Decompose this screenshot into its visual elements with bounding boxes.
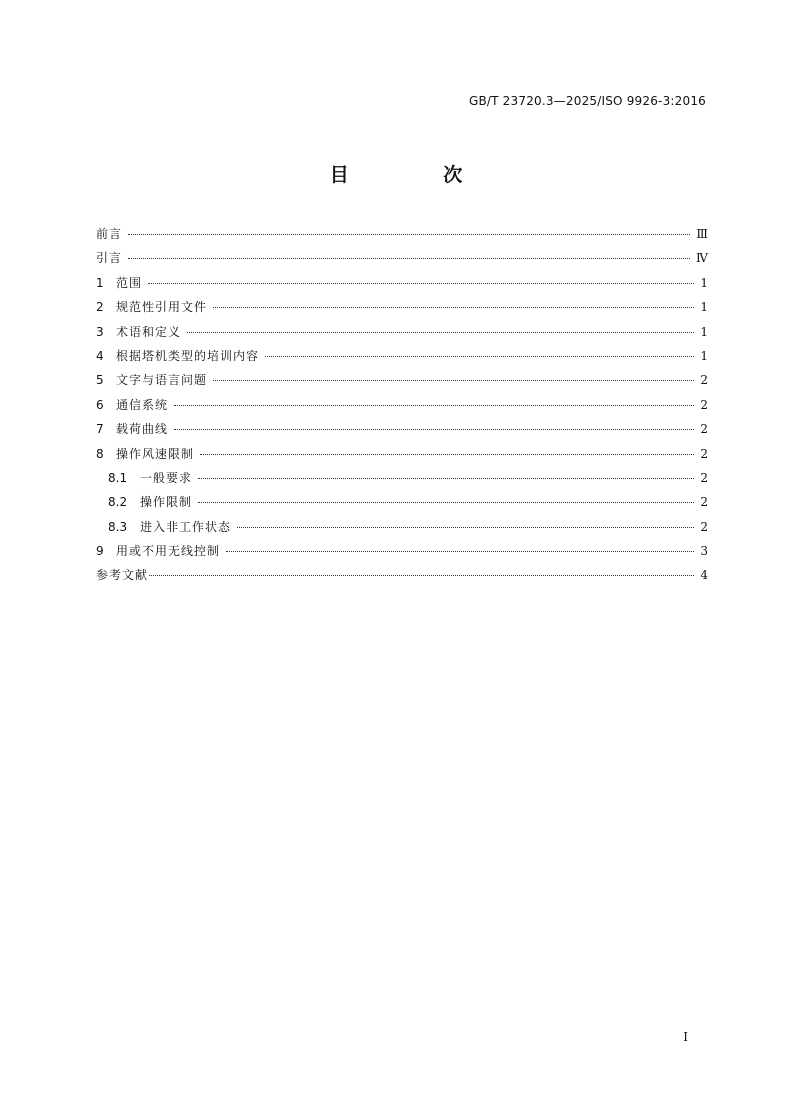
toc-entry-4[interactable] [96,347,708,371]
toc-page: 2 [700,519,708,534]
toc-leader [149,575,694,576]
toc-number: 1 [96,275,104,290]
toc-leader [174,405,694,406]
toc-number: 8.1 [108,470,128,485]
toc-label: 用或不用无线控制 [116,544,221,559]
toc-entry-8-2[interactable] [96,493,708,517]
toc-leader [213,380,694,381]
toc-label: 规范性引用文件 [116,300,208,315]
toc-entry-6[interactable] [96,396,708,420]
toc-label: 引言 [96,251,123,266]
toc-number: 8.3 [108,519,128,534]
toc-label: 前言 [96,227,123,241]
toc-entry-1[interactable] [96,274,708,298]
toc-page: 1 [700,348,708,363]
toc-page: 2 [700,397,708,412]
toc-page: Ⅲ [696,227,708,241]
toc-label: 根据塔机类型的培训内容 [116,348,260,363]
toc-leader [187,332,694,333]
toc-page: 1 [700,300,708,315]
toc-leader [148,283,694,284]
toc-number: 9 [96,544,104,559]
toc-label: 操作限制 [140,495,193,510]
toc-label: 进入非工作状态 [140,519,232,534]
toc-entry-2[interactable] [96,298,708,322]
toc-page: 2 [700,495,708,510]
toc-number: 3 [96,324,104,339]
toc-page: 4 [700,568,708,583]
toc-entry-foreword[interactable] [96,225,708,249]
toc-page: 1 [700,324,708,339]
toc-leader [128,258,690,259]
toc-leader [226,551,694,552]
toc-page: 2 [700,446,708,461]
toc-label: 通信系统 [116,397,169,412]
toc-label: 术语和定义 [116,324,182,339]
toc-label: 载荷曲线 [116,422,169,437]
toc-entry-5[interactable] [96,371,708,395]
page-number: I [683,1030,688,1044]
toc-page: 2 [700,422,708,437]
toc-label: 参考文献 [96,568,149,583]
toc-number: 8 [96,446,104,461]
toc-entry-9[interactable] [96,542,708,566]
document-code: GB/T 23720.3—2025/ISO 9926-3:2016 [468,94,706,108]
toc-leader [200,454,694,455]
toc-entry-8[interactable] [96,445,708,469]
toc-entry-3[interactable] [96,323,708,347]
toc-page: 3 [700,544,708,559]
toc-entry-bibliography[interactable] [96,566,708,590]
toc-entry-7[interactable] [96,420,708,444]
toc-label: 操作风速限制 [116,446,195,461]
toc-leader [198,502,694,503]
toc-leader [128,234,690,235]
toc-leader [174,429,694,430]
toc-number: 6 [96,397,104,412]
toc-number: 4 [96,348,104,363]
toc-entry-8-1[interactable] [96,469,708,493]
toc-entry-8-3[interactable] [96,518,708,542]
toc-leader [265,356,694,357]
page-title: 目 次 [329,164,507,186]
toc-entry-introduction[interactable] [96,249,708,273]
toc-label: 一般要求 [140,470,193,485]
toc-page: Ⅳ [696,251,708,266]
toc-number: 8.2 [108,495,128,510]
toc-label: 范围 [116,275,143,290]
toc-leader [213,307,694,308]
toc-number: 5 [96,373,104,388]
toc-leader [198,478,694,479]
toc-label: 文字与语言问题 [116,373,208,388]
table-of-contents [96,225,708,591]
toc-leader [237,527,694,528]
toc-number: 2 [96,300,104,315]
toc-page: 2 [700,373,708,388]
toc-page: 2 [700,470,708,485]
toc-number: 7 [96,422,104,437]
toc-page: 1 [700,275,708,290]
